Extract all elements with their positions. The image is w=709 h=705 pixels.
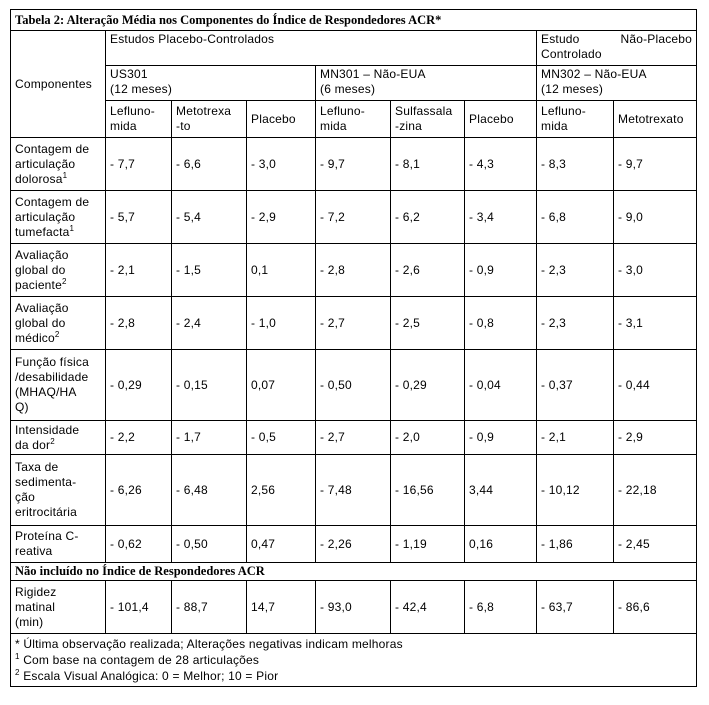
row-label-line: Avaliação <box>15 300 69 315</box>
row-label-line: (MHAQ/HA <box>15 385 77 399</box>
value-cell: - 101,4 <box>106 581 172 634</box>
footnote-mark: 2 <box>15 668 20 677</box>
treatment-header <box>316 101 391 138</box>
row-label-line: /desabilidade <box>15 370 89 384</box>
value-cell: - 6,8 <box>537 191 614 244</box>
study-name: MN302 – Não-EUA <box>541 67 647 81</box>
row-label-line: ção <box>15 490 35 504</box>
treatment-line: mida <box>110 119 137 133</box>
value-cell: 0,07 <box>247 350 316 421</box>
value-cell: - 2,7 <box>316 421 391 455</box>
row-label-line: Intensidade <box>15 422 80 437</box>
row-label-line: Q) <box>15 400 29 414</box>
study-duration: (6 meses) <box>320 82 376 96</box>
value-cell: - 88,7 <box>172 581 247 634</box>
table-row <box>11 191 697 244</box>
value-cell: - 9,7 <box>316 138 391 191</box>
value-cell: - 22,18 <box>614 455 697 526</box>
value-cell: 0,47 <box>247 526 316 563</box>
value-cell: - 2,3 <box>537 244 614 297</box>
treatment-line: Lefluno- <box>541 104 586 118</box>
value-cell: - 0,9 <box>465 244 537 297</box>
value-cell: - 1,86 <box>537 526 614 563</box>
row-label-line: (min) <box>15 614 44 629</box>
row-label <box>11 455 106 526</box>
value-cell: - 2,8 <box>106 297 172 350</box>
treatment-header <box>172 101 247 138</box>
table-row <box>11 297 697 350</box>
row-label-line: paciente <box>15 277 62 292</box>
row-label-line: articulação <box>15 209 76 224</box>
value-cell: - 16,56 <box>391 455 465 526</box>
row-label <box>11 581 106 634</box>
row-label-line: Avaliação <box>15 247 69 262</box>
acr-table <box>10 9 697 687</box>
table-row <box>11 421 697 455</box>
treatment-header <box>614 101 697 138</box>
treatment-line: mida <box>541 119 568 133</box>
row-label-line: tumefacta <box>15 224 70 239</box>
row-label-line: Proteína C- <box>15 529 79 543</box>
treatment-line: Sulfassala <box>395 104 453 118</box>
row-label-line: Contagem de <box>15 141 90 156</box>
treatment-line: Placebo <box>469 111 514 126</box>
footnote-ref: 2 <box>54 329 60 339</box>
treatment-header <box>465 101 537 138</box>
row-label-line: Rigidez <box>15 584 57 599</box>
value-cell: - 6,2 <box>391 191 465 244</box>
row-label-line: matinal <box>15 599 56 614</box>
study-duration: (12 meses) <box>541 82 604 96</box>
placebo-group-header: Estudos Placebo-Controlados <box>106 31 537 66</box>
value-cell: - 0,50 <box>316 350 391 421</box>
row-label <box>11 297 106 350</box>
row-label-line: sedimenta- <box>15 475 77 489</box>
value-cell: - 0,29 <box>106 350 172 421</box>
treatment-line: mida <box>320 119 347 133</box>
value-cell: - 2,9 <box>247 191 316 244</box>
footnote-ref: 1 <box>69 223 75 233</box>
value-cell: - 3,0 <box>247 138 316 191</box>
footnote-mark: 1 <box>15 652 20 661</box>
row-label-line: médico <box>15 330 55 345</box>
value-cell: - 6,48 <box>172 455 247 526</box>
value-cell: - 8,1 <box>391 138 465 191</box>
value-cell: - 0,50 <box>172 526 247 563</box>
footnote-ref: 2 <box>50 436 55 446</box>
treatment-line: -zina <box>395 119 423 133</box>
value-cell: - 1,5 <box>172 244 247 297</box>
row-label-line: Contagem de <box>15 194 90 209</box>
value-cell: - 2,3 <box>537 297 614 350</box>
treatment-header <box>247 101 316 138</box>
value-cell: - 5,7 <box>106 191 172 244</box>
row-label-line: global do <box>15 262 66 277</box>
section-title: Não incluído no Índice de Respondedores ACR <box>11 563 697 581</box>
footnote <box>15 636 692 652</box>
value-cell: - 86,6 <box>614 581 697 634</box>
value-cell: - 2,0 <box>391 421 465 455</box>
treatment-header <box>391 101 465 138</box>
row-label <box>11 350 106 421</box>
value-cell: - 2,2 <box>106 421 172 455</box>
footnote-text: Com base na contagem de 28 articulações <box>19 653 260 667</box>
value-cell: - 2,5 <box>391 297 465 350</box>
value-cell: - 42,4 <box>391 581 465 634</box>
value-cell: 14,7 <box>247 581 316 634</box>
table-title: Tabela 2: Alteração Média nos Componentes do Índice de Respondedores ACR* <box>11 10 697 31</box>
value-cell: - 1,0 <box>247 297 316 350</box>
value-cell: - 2,4 <box>172 297 247 350</box>
value-cell: - 63,7 <box>537 581 614 634</box>
value-cell: - 0,44 <box>614 350 697 421</box>
value-cell: - 2,6 <box>391 244 465 297</box>
treatment-header <box>537 101 614 138</box>
footnotes-row <box>11 634 697 687</box>
row-label-line: reativa <box>15 544 53 558</box>
value-cell: - 0,04 <box>465 350 537 421</box>
row-label <box>11 421 106 455</box>
value-cell: 2,56 <box>247 455 316 526</box>
value-cell: - 7,48 <box>316 455 391 526</box>
footnote-ref: 2 <box>61 276 67 286</box>
treatment-header <box>106 101 172 138</box>
footnote-ref: 1 <box>62 170 68 180</box>
value-cell: 0,16 <box>465 526 537 563</box>
treatment-line: -to <box>176 119 191 133</box>
value-cell: - 2,26 <box>316 526 391 563</box>
value-cell: - 0,29 <box>391 350 465 421</box>
row-label-line: Taxa de <box>15 460 59 474</box>
value-cell: - 1,19 <box>391 526 465 563</box>
value-cell: - 2,1 <box>106 244 172 297</box>
table-row <box>11 581 697 634</box>
row-label-line: dolorosa <box>15 171 63 186</box>
value-cell: - 93,0 <box>316 581 391 634</box>
treatment-line: Metotrexato <box>618 111 684 126</box>
value-cell: - 8,3 <box>537 138 614 191</box>
value-cell: - 6,26 <box>106 455 172 526</box>
table-row <box>11 244 697 297</box>
value-cell: - 0,62 <box>106 526 172 563</box>
value-cell: - 2,7 <box>316 297 391 350</box>
row-label <box>11 244 106 297</box>
value-cell: - 3,1 <box>614 297 697 350</box>
value-cell: - 9,7 <box>614 138 697 191</box>
row-label-line: Função física <box>15 355 89 369</box>
value-cell: - 5,4 <box>172 191 247 244</box>
row-label-line: global do <box>15 315 66 330</box>
row-label-line: eritrocitária <box>15 505 77 519</box>
footnote-text: Escala Visual Analógica: 0 = Melhor; 10 = Pior <box>19 669 279 683</box>
table-row <box>11 526 697 563</box>
value-cell: - 6,8 <box>465 581 537 634</box>
footnote-text: Última observação realizada; Alterações negativas indicam melhoras <box>19 637 403 651</box>
row-label <box>11 526 106 563</box>
value-cell: - 0,8 <box>465 297 537 350</box>
row-label-line: articulação <box>15 156 76 171</box>
value-cell: - 10,12 <box>537 455 614 526</box>
value-cell: - 2,8 <box>316 244 391 297</box>
row-label <box>11 191 106 244</box>
value-cell: 0,1 <box>247 244 316 297</box>
value-cell: - 2,45 <box>614 526 697 563</box>
row-label-line: da dor <box>15 437 51 452</box>
study-name: MN301 – Não-EUA <box>320 67 426 81</box>
value-cell: - 0,15 <box>172 350 247 421</box>
study-header <box>316 66 537 101</box>
study-header <box>106 66 316 101</box>
footnote <box>15 652 692 668</box>
value-cell: 3,44 <box>465 455 537 526</box>
value-cell: - 3,4 <box>465 191 537 244</box>
footnote-mark: * <box>15 637 20 651</box>
treatment-line: Lefluno- <box>320 104 365 118</box>
nonplacebo-group-header: Estudo Não-Placebo Controlado <box>537 31 697 66</box>
treatment-line: Lefluno- <box>110 104 155 118</box>
table-row <box>11 455 697 526</box>
study-header <box>537 66 697 101</box>
table-row <box>11 350 697 421</box>
value-cell: - 9,0 <box>614 191 697 244</box>
footnote <box>15 668 692 684</box>
value-cell: - 1,7 <box>172 421 247 455</box>
section-row <box>11 563 697 581</box>
value-cell: - 7,2 <box>316 191 391 244</box>
componentes-header: Componentes <box>11 31 106 138</box>
value-cell: - 7,7 <box>106 138 172 191</box>
value-cell: - 0,9 <box>465 421 537 455</box>
table-row <box>11 138 697 191</box>
value-cell: - 4,3 <box>465 138 537 191</box>
footnotes <box>11 634 697 687</box>
study-name: US301 <box>110 67 148 81</box>
value-cell: - 0,5 <box>247 421 316 455</box>
value-cell: - 0,37 <box>537 350 614 421</box>
value-cell: - 6,6 <box>172 138 247 191</box>
value-cell: - 2,9 <box>614 421 697 455</box>
value-cell: - 2,1 <box>537 421 614 455</box>
study-duration: (12 meses) <box>110 82 173 96</box>
treatment-line: Placebo <box>251 111 296 126</box>
row-label <box>11 138 106 191</box>
value-cell: - 3,0 <box>614 244 697 297</box>
treatment-line: Metotrexa <box>176 104 232 118</box>
